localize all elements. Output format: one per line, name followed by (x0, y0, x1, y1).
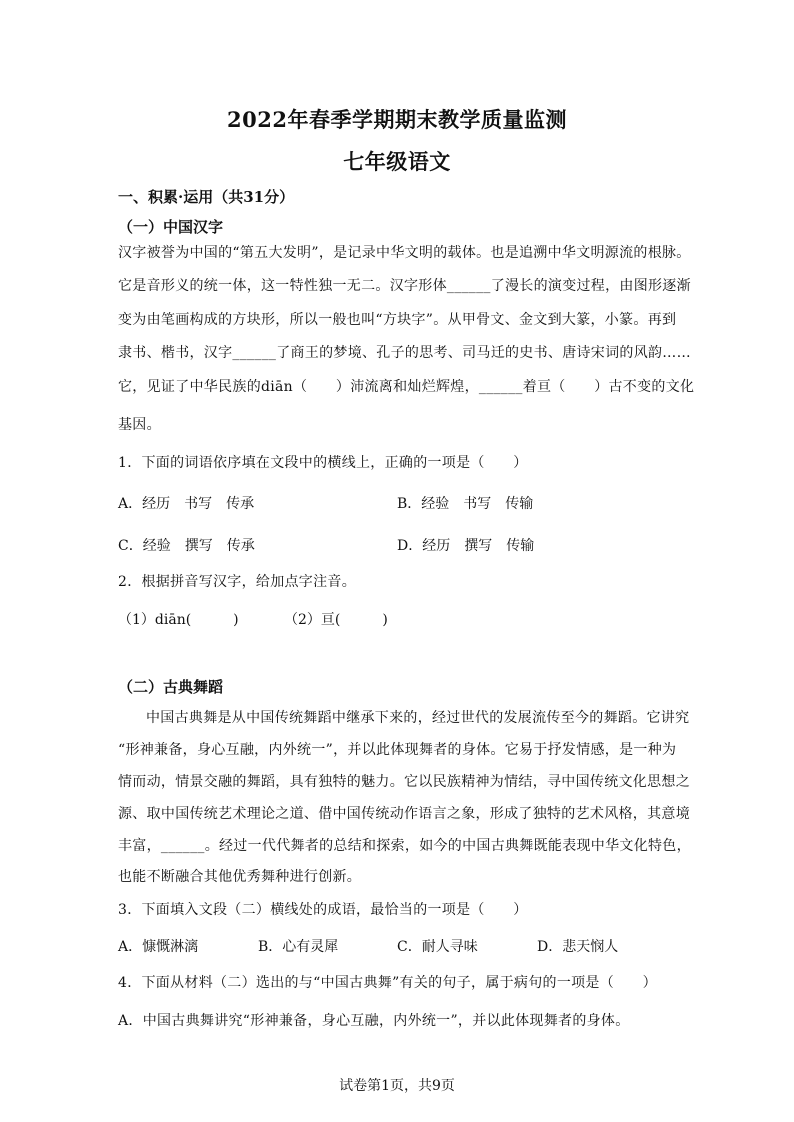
passage-line: 汉字被誉为中国的“第五大发明”，是记录中华文明的载体。也是追溯中华文明源流的根脉。 (118, 245, 691, 261)
question-4-stem: 4．下面从材料（二）选出的与“中国古典舞”有关的句子，属于病句的一项是（ ） (118, 975, 657, 991)
passage-line: 基因。 (118, 417, 161, 433)
part1-heading: （一）中国汉字 (118, 218, 224, 236)
question-1-stem: 1．下面的词语依序填在文段中的横线上，正确的一项是（ ） (118, 455, 528, 471)
passage-line: “形神兼备，身心互融，内外统一”，并以此体现舞者的身体。它易于抒发情感，是一种为 (118, 742, 677, 758)
q3-option-b[interactable]: B．心有灵犀 (258, 939, 339, 955)
q3-option-c[interactable]: C．耐人寻味 (397, 939, 478, 955)
q4-option-a[interactable]: A．中国古典舞讲究“形神兼备，身心互融，内外统一”，并以此体现舞者的身体。 (118, 1013, 630, 1029)
q3-option-d[interactable]: D．悲天悯人 (537, 939, 619, 955)
q1-option-a[interactable]: A．经历 书写 传承 (118, 496, 255, 512)
passage-line: 也能不断融合其他优秀舞种进行创新。 (118, 869, 362, 885)
q2-blank-2[interactable]: （2）亘( ) (284, 612, 388, 628)
page-footer: 试卷第1页，共9页 (339, 1078, 455, 1094)
section-heading: 一、积累·运用（共31分） (118, 188, 295, 206)
passage-line: 变为由笔画构成的方块形，所以一般也叫“方块字”。从甲骨文、金文到大篆，小篆。再到 (118, 312, 677, 328)
passage-line: 中国古典舞是从中国传统舞蹈中继承下来的，经过世代的发展流传至今的舞蹈。它讲究 (146, 710, 690, 726)
exam-subtitle: 七年级语文 (343, 149, 451, 174)
q1-option-d[interactable]: D．经历 撰写 传输 (397, 538, 535, 554)
passage-line: 源、取中国传统艺术理论之道、借中国传统动作语言之象，形成了独特的艺术风格，其意境 (118, 806, 690, 822)
passage-line: 它是音形义的统一体，这一特性独一无二。汉字形体______了漫长的演变过程，由图形逐渐 (118, 278, 691, 294)
q1-option-c[interactable]: C．经验 撰写 传承 (118, 538, 255, 554)
passage-line: 隶书、楷书，汉字______了商王的梦境、孔子的思考、司马迁的史书、唐诗宋词的风韵…… (118, 345, 691, 361)
q1-option-b[interactable]: B．经验 书写 传输 (397, 496, 534, 512)
passage-line: 情而动，情景交融的舞蹈，具有独特的魅力。它以民族精神为情结，寻中国传统文化思想之 (118, 774, 690, 790)
part2-heading: （二）古典舞蹈 (118, 678, 224, 696)
question-3-stem: 3．下面填入文段（二）横线处的成语，最恰当的一项是（ ） (118, 902, 528, 918)
q2-blank-1[interactable]: （1）diān( ) (118, 612, 239, 628)
q3-option-a[interactable]: A．慷慨淋漓 (118, 939, 199, 955)
passage-line: 它，见证了中华民族的diān（ ）沛流离和灿烂辉煌，______着亘（ ）古不变的文化 (118, 379, 695, 395)
passage-line: 丰富，______。经过一代代舞者的总结和探索，如今的中国古典舞既能表现中华文化特色， (118, 838, 691, 854)
exam-title: 2022年春季学期期末教学质量监测 (227, 107, 567, 132)
question-2-stem: 2．根据拼音写汉字，给加点字注音。 (118, 574, 357, 590)
